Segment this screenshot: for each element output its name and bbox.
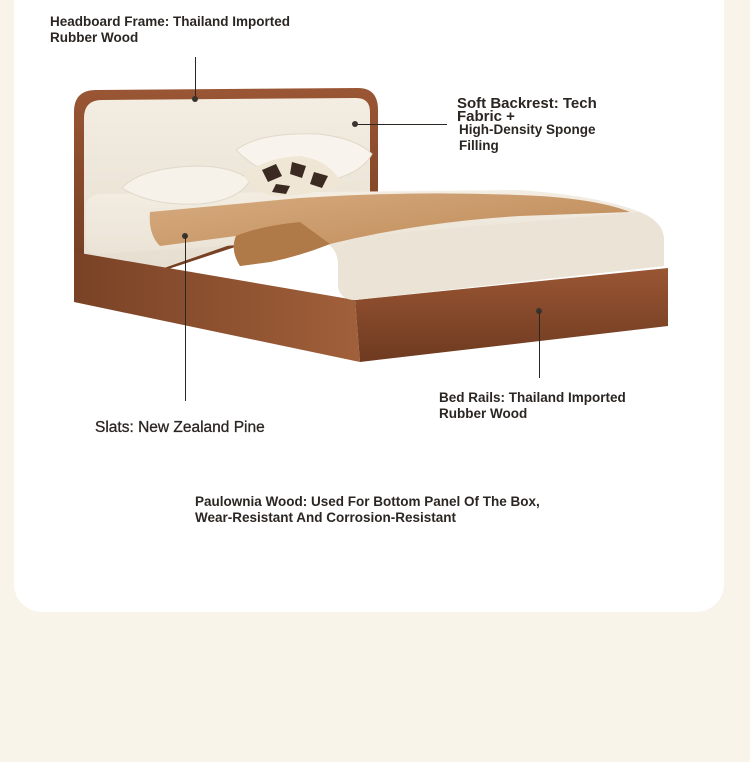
bed-rails-leader-line <box>539 311 540 378</box>
headboard-leader-line <box>195 57 196 99</box>
headboard-frame-label: Headboard Frame: Thailand Imported Rubber Wood <box>50 14 291 45</box>
paulownia-label: Paulownia Wood: Used For Bottom Panel Of The Box, Wear-Resistant And Corrosion-Resistant <box>195 494 540 525</box>
soft-backrest-label-line1: Soft Backrest: Tech Fabric + <box>457 95 597 125</box>
bed-rail-side <box>74 252 360 362</box>
soft-backrest-marker-dot <box>352 121 358 127</box>
soft-backrest-label-line2: High-Density Sponge Filling <box>459 122 596 153</box>
slats-label: Slats: New Zealand Pine <box>95 419 265 436</box>
soft-backrest-leader-line <box>356 124 447 125</box>
slats-leader-line <box>185 236 186 401</box>
headboard-marker-dot <box>192 96 198 102</box>
bed-rails-label: Bed Rails: Thailand Imported Rubber Wood <box>439 390 626 421</box>
